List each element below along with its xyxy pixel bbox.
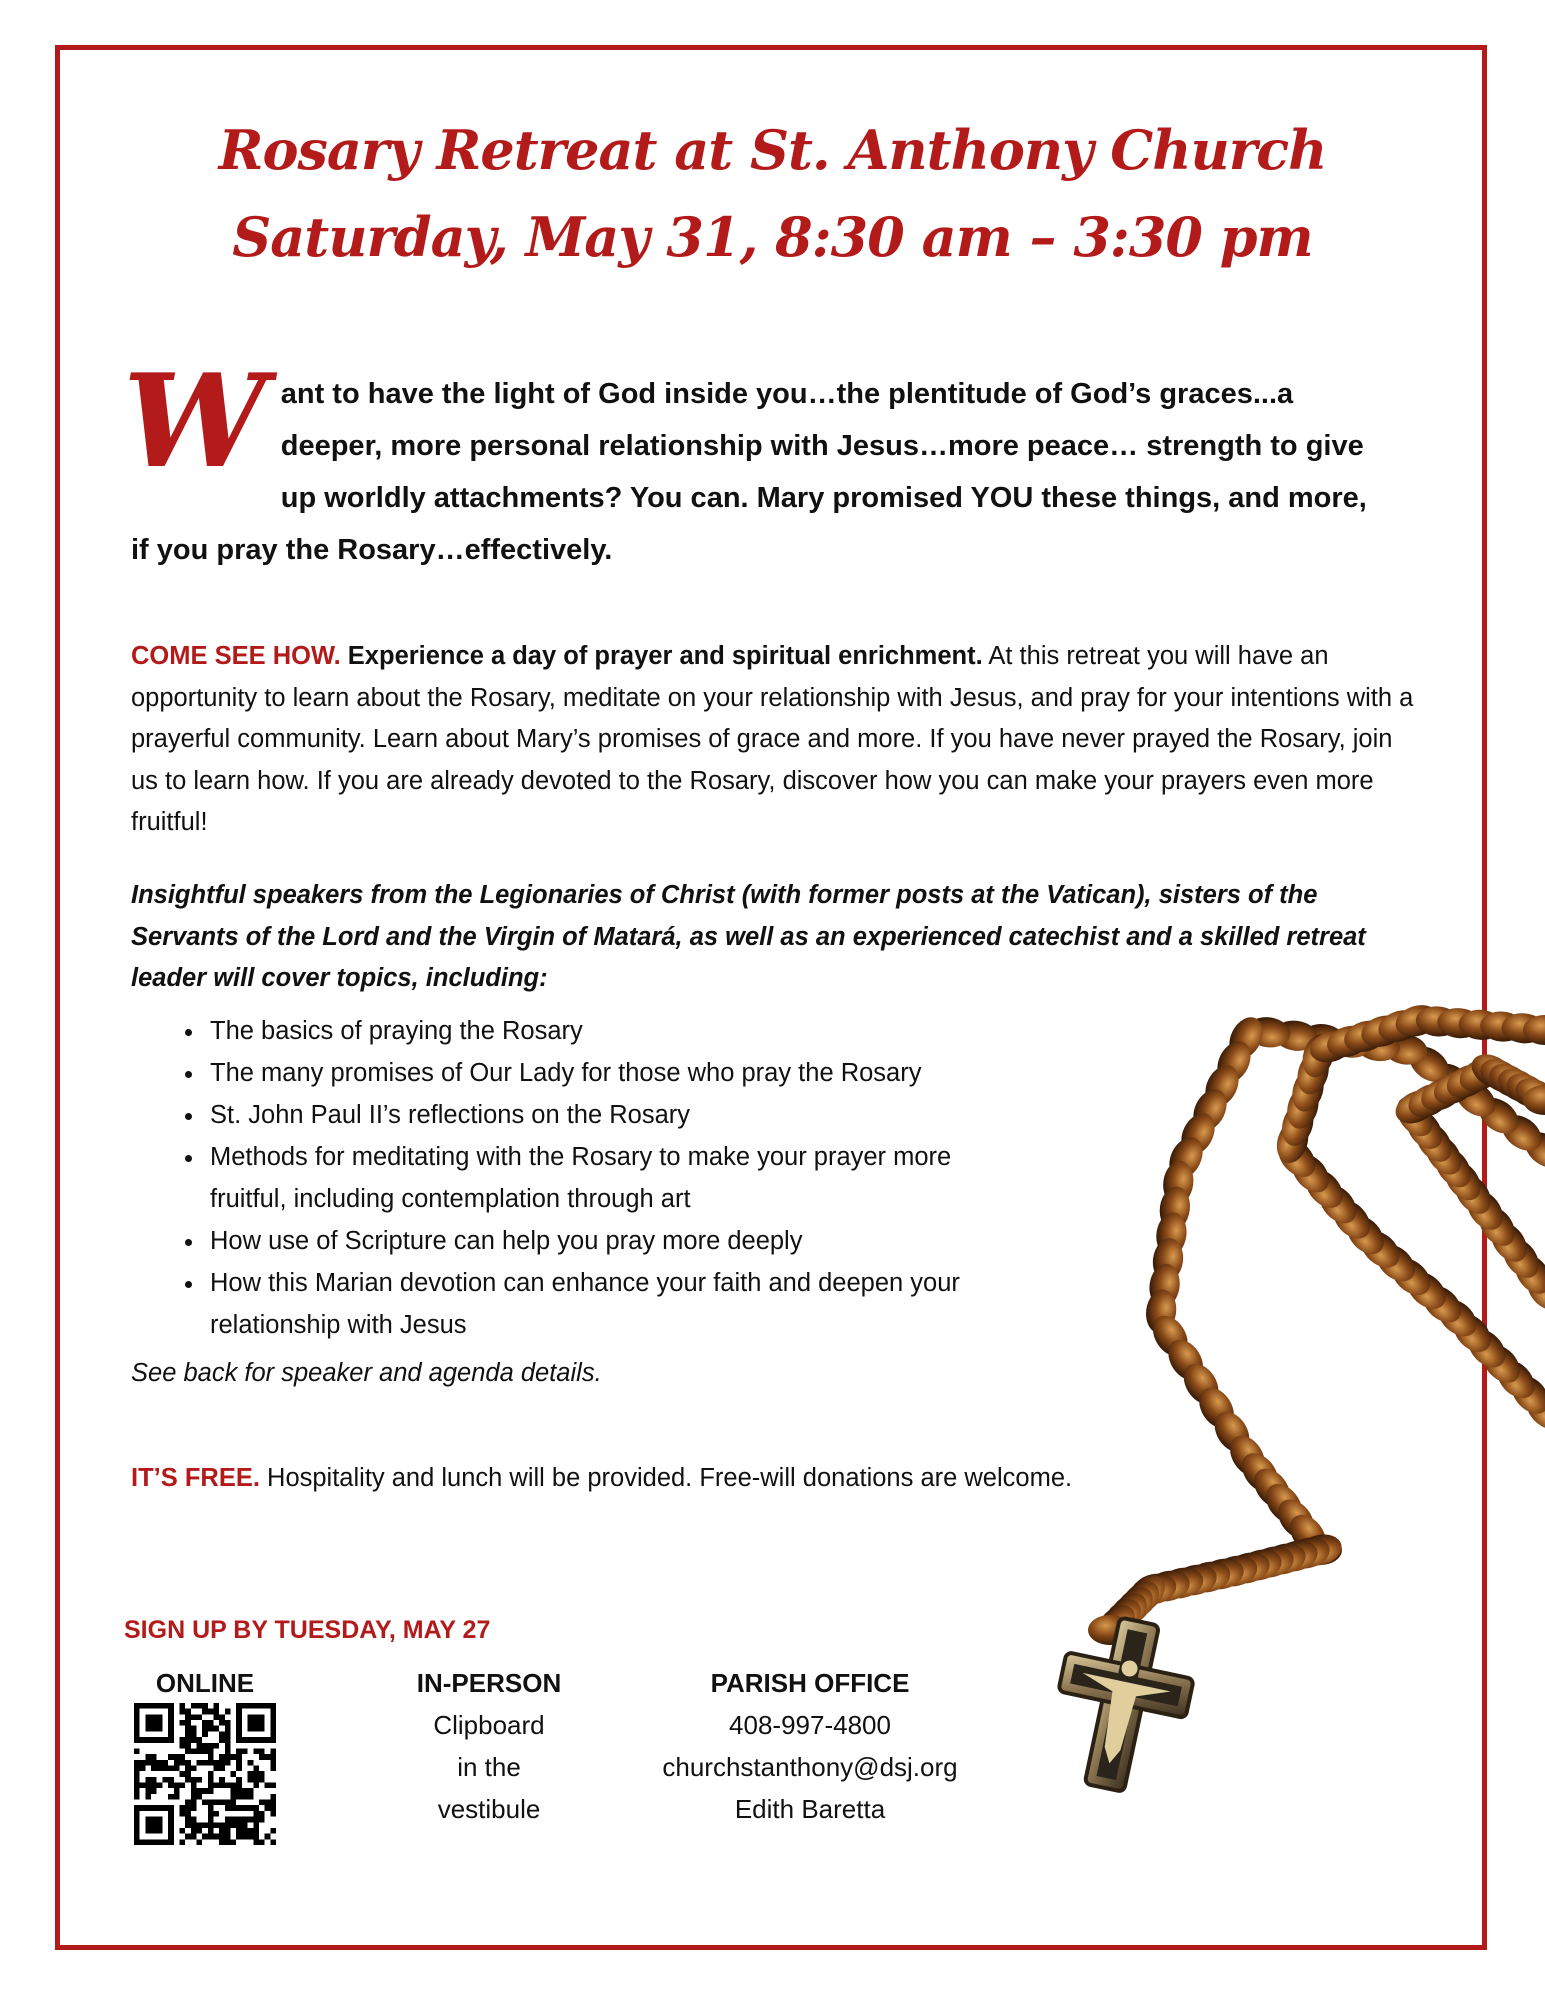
come-see-paragraph xyxy=(131,636,1426,844)
list-item: • The basics of praying the Rosary xyxy=(206,1010,1006,1052)
come-see-text: At this retreat you will have an opportunity to learn about the Rosary, meditate on your relationship with Jesus, and pray for your intentions with a prayerful community. Learn about Mary’s promises of grace and more. If you have never prayed the Rosary, join us to learn how. If you are already devoted to the Rosary, discover how you can make your prayers even more fruitful! xyxy=(131,642,1414,836)
come-see-bold: Experience a day of prayer and spiritual enrichment. xyxy=(347,642,983,670)
list-item: • How this Marian devotion can enhance your faith and deepen your relationship with Jesus xyxy=(206,1262,990,1346)
parish-office-heading: PARISH OFFICE xyxy=(710,1668,910,1698)
list-item: • Methods for meditating with the Rosary to make your prayer more fruitful, including contemplation through art xyxy=(206,1136,990,1220)
parish-email[interactable]: churchstanthony@dsj.org xyxy=(662,1752,958,1782)
parish-office-column xyxy=(640,1662,980,1830)
list-item: • How use of Scripture can help you pray more deeply xyxy=(206,1220,1006,1262)
parish-contact: Edith Baretta xyxy=(734,1794,886,1824)
in-person-line: in the xyxy=(457,1752,521,1782)
qr-code[interactable] xyxy=(134,1703,276,1845)
free-lead: IT’S FREE. xyxy=(131,1464,260,1492)
title-line-1: Rosary Retreat at St. Anthony Church xyxy=(218,118,1327,182)
list-item: • The many promises of Our Lady for those who pray the Rosary xyxy=(206,1052,1006,1094)
in-person-line: vestibule xyxy=(437,1794,541,1824)
drop-cap: W xyxy=(123,347,267,497)
see-back-note: See back for speaker and agenda details. xyxy=(131,1359,602,1387)
in-person-line: Clipboard xyxy=(433,1710,545,1740)
topics-list xyxy=(168,1010,1006,1346)
intro-text: ant to have the light of God inside you…the plentitude of God’s graces...a deeper, more personal relationship with Jesus…more peace… strength to give up worldly attachments? You can. Mary promised YOU these things, and more, if you pray the Rosary…effectively. xyxy=(131,378,1367,566)
crucifix-icon xyxy=(1041,1608,1204,1801)
online-heading: ONLINE xyxy=(155,1668,255,1698)
rosary-image xyxy=(990,990,1545,1870)
parish-phone[interactable]: 408-997-4800 xyxy=(729,1710,891,1740)
title-line-2: Saturday, May 31, 8:30 am – 3:30 pm xyxy=(232,205,1313,269)
list-item: • St. John Paul II’s reflections on the Rosary xyxy=(206,1094,1006,1136)
signup-heading: SIGN UP BY TUESDAY, MAY 27 xyxy=(124,1616,491,1644)
intro-paragraph xyxy=(123,347,1391,576)
come-see-lead: COME SEE HOW. xyxy=(131,642,341,670)
in-person-heading: IN-PERSON xyxy=(416,1668,562,1698)
rosary-beads xyxy=(1088,1000,1545,1650)
online-column xyxy=(134,1662,276,1704)
speakers-paragraph: Insightful speakers from the Legionaries of Christ (with former posts at the Vatican), sisters of the Servants of the Lord and the Virgin of Matará, as well as an experienced catechist and a skilled retreat leader will cover topics, including: xyxy=(131,881,1366,992)
free-text: Hospitality and lunch will be provided. Free-will donations are welcome. xyxy=(267,1464,1073,1492)
in-person-column xyxy=(389,1662,589,1830)
